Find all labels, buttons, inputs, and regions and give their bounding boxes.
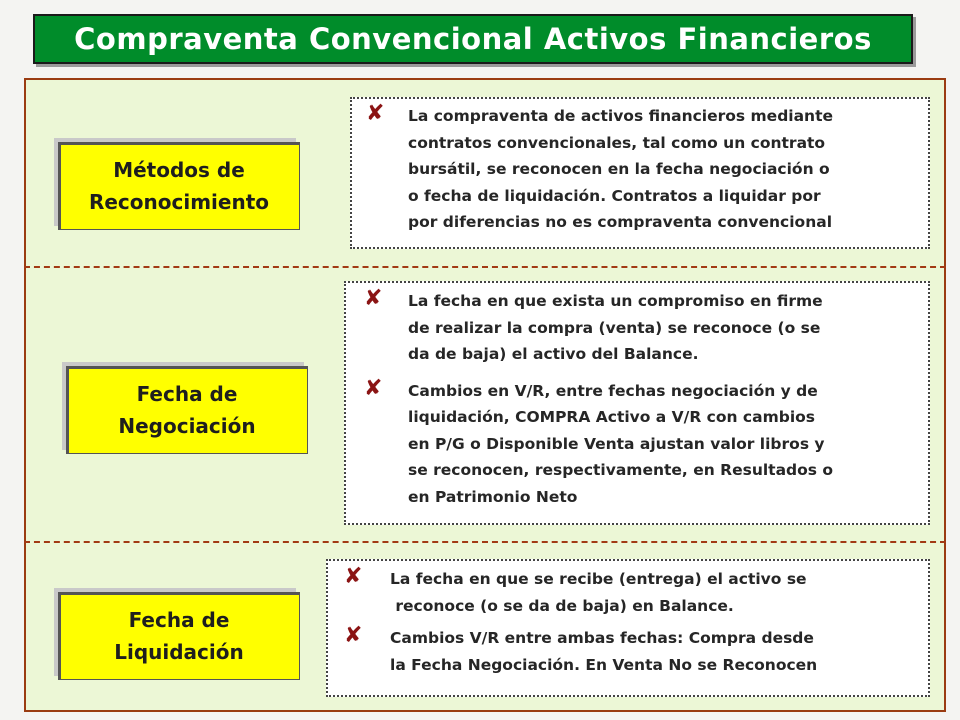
label-line: Liquidación	[114, 640, 244, 664]
bullet-line: por diferencias no es compraventa convencional	[408, 213, 833, 231]
label-line: Fecha de	[136, 382, 238, 406]
bullet-line: o fecha de liquidación. Contratos a liquidar por	[408, 186, 821, 205]
section-divider	[24, 541, 946, 543]
bullet-item	[346, 288, 928, 368]
label-line: Fecha de	[128, 608, 230, 632]
bullet-line: liquidación, COMPRA Activo a V/R con cambios	[408, 408, 816, 426]
bullet-item	[352, 103, 928, 236]
bullet-line: La fecha en que se recibe (entrega) el activo se	[390, 570, 807, 588]
text-box-metodos	[350, 97, 930, 249]
section-divider	[24, 266, 946, 268]
bullet-line: la Fecha Negociación. En Venta No se Reconocen	[390, 655, 818, 674]
label-fecha-negociacion	[66, 366, 308, 454]
label-fecha-liquidacion	[58, 592, 300, 680]
bullet-line: Cambios V/R entre ambas fechas: Compra desde	[390, 629, 814, 647]
label-metodos-reconocimiento	[58, 142, 300, 230]
label-line: Métodos de	[113, 158, 245, 182]
page-title: Compraventa Convencional Activos Financieros	[33, 14, 913, 64]
bullet-line: Cambios en V/R, entre fechas negociación y de	[408, 381, 818, 400]
cross-mark-icon: ✘	[344, 564, 363, 589]
bullet-line: da de baja) el activo del Balance.	[408, 345, 699, 363]
bullet-line: bursátil, se reconocen en la fecha negociación o	[408, 160, 830, 178]
bullet-line: se reconocen, respectivamente, en Resultados o	[408, 461, 834, 479]
bullet-line: La fecha en que exista un compromiso en firme	[408, 292, 823, 310]
bullet-line: de realizar la compra (venta) se reconoce (o se	[408, 318, 821, 337]
label-line: Negociación	[118, 414, 256, 438]
label-line: Reconocimiento	[88, 190, 270, 214]
bullet-line: La compraventa de activos financieros mediante	[408, 107, 834, 125]
text-box-liquidacion	[326, 559, 930, 697]
bullet-line: reconoce (o se da de baja) en Balance.	[390, 596, 734, 615]
cross-mark-icon: ✘	[364, 375, 383, 401]
bullet-item	[328, 566, 928, 619]
bullet-item	[328, 625, 928, 678]
cross-mark-icon: ✘	[344, 623, 363, 648]
cross-mark-icon: ✘	[364, 286, 383, 311]
text-box-negociacion	[344, 281, 930, 525]
bullet-line: en Patrimonio Neto	[408, 487, 578, 506]
bullet-line: contratos convencionales, tal como un contrato	[408, 133, 826, 152]
bullet-line: en P/G o Disponible Venta ajustan valor libros y	[408, 434, 825, 453]
bullet-item	[346, 375, 928, 511]
cross-mark-icon: ✘	[366, 101, 385, 126]
